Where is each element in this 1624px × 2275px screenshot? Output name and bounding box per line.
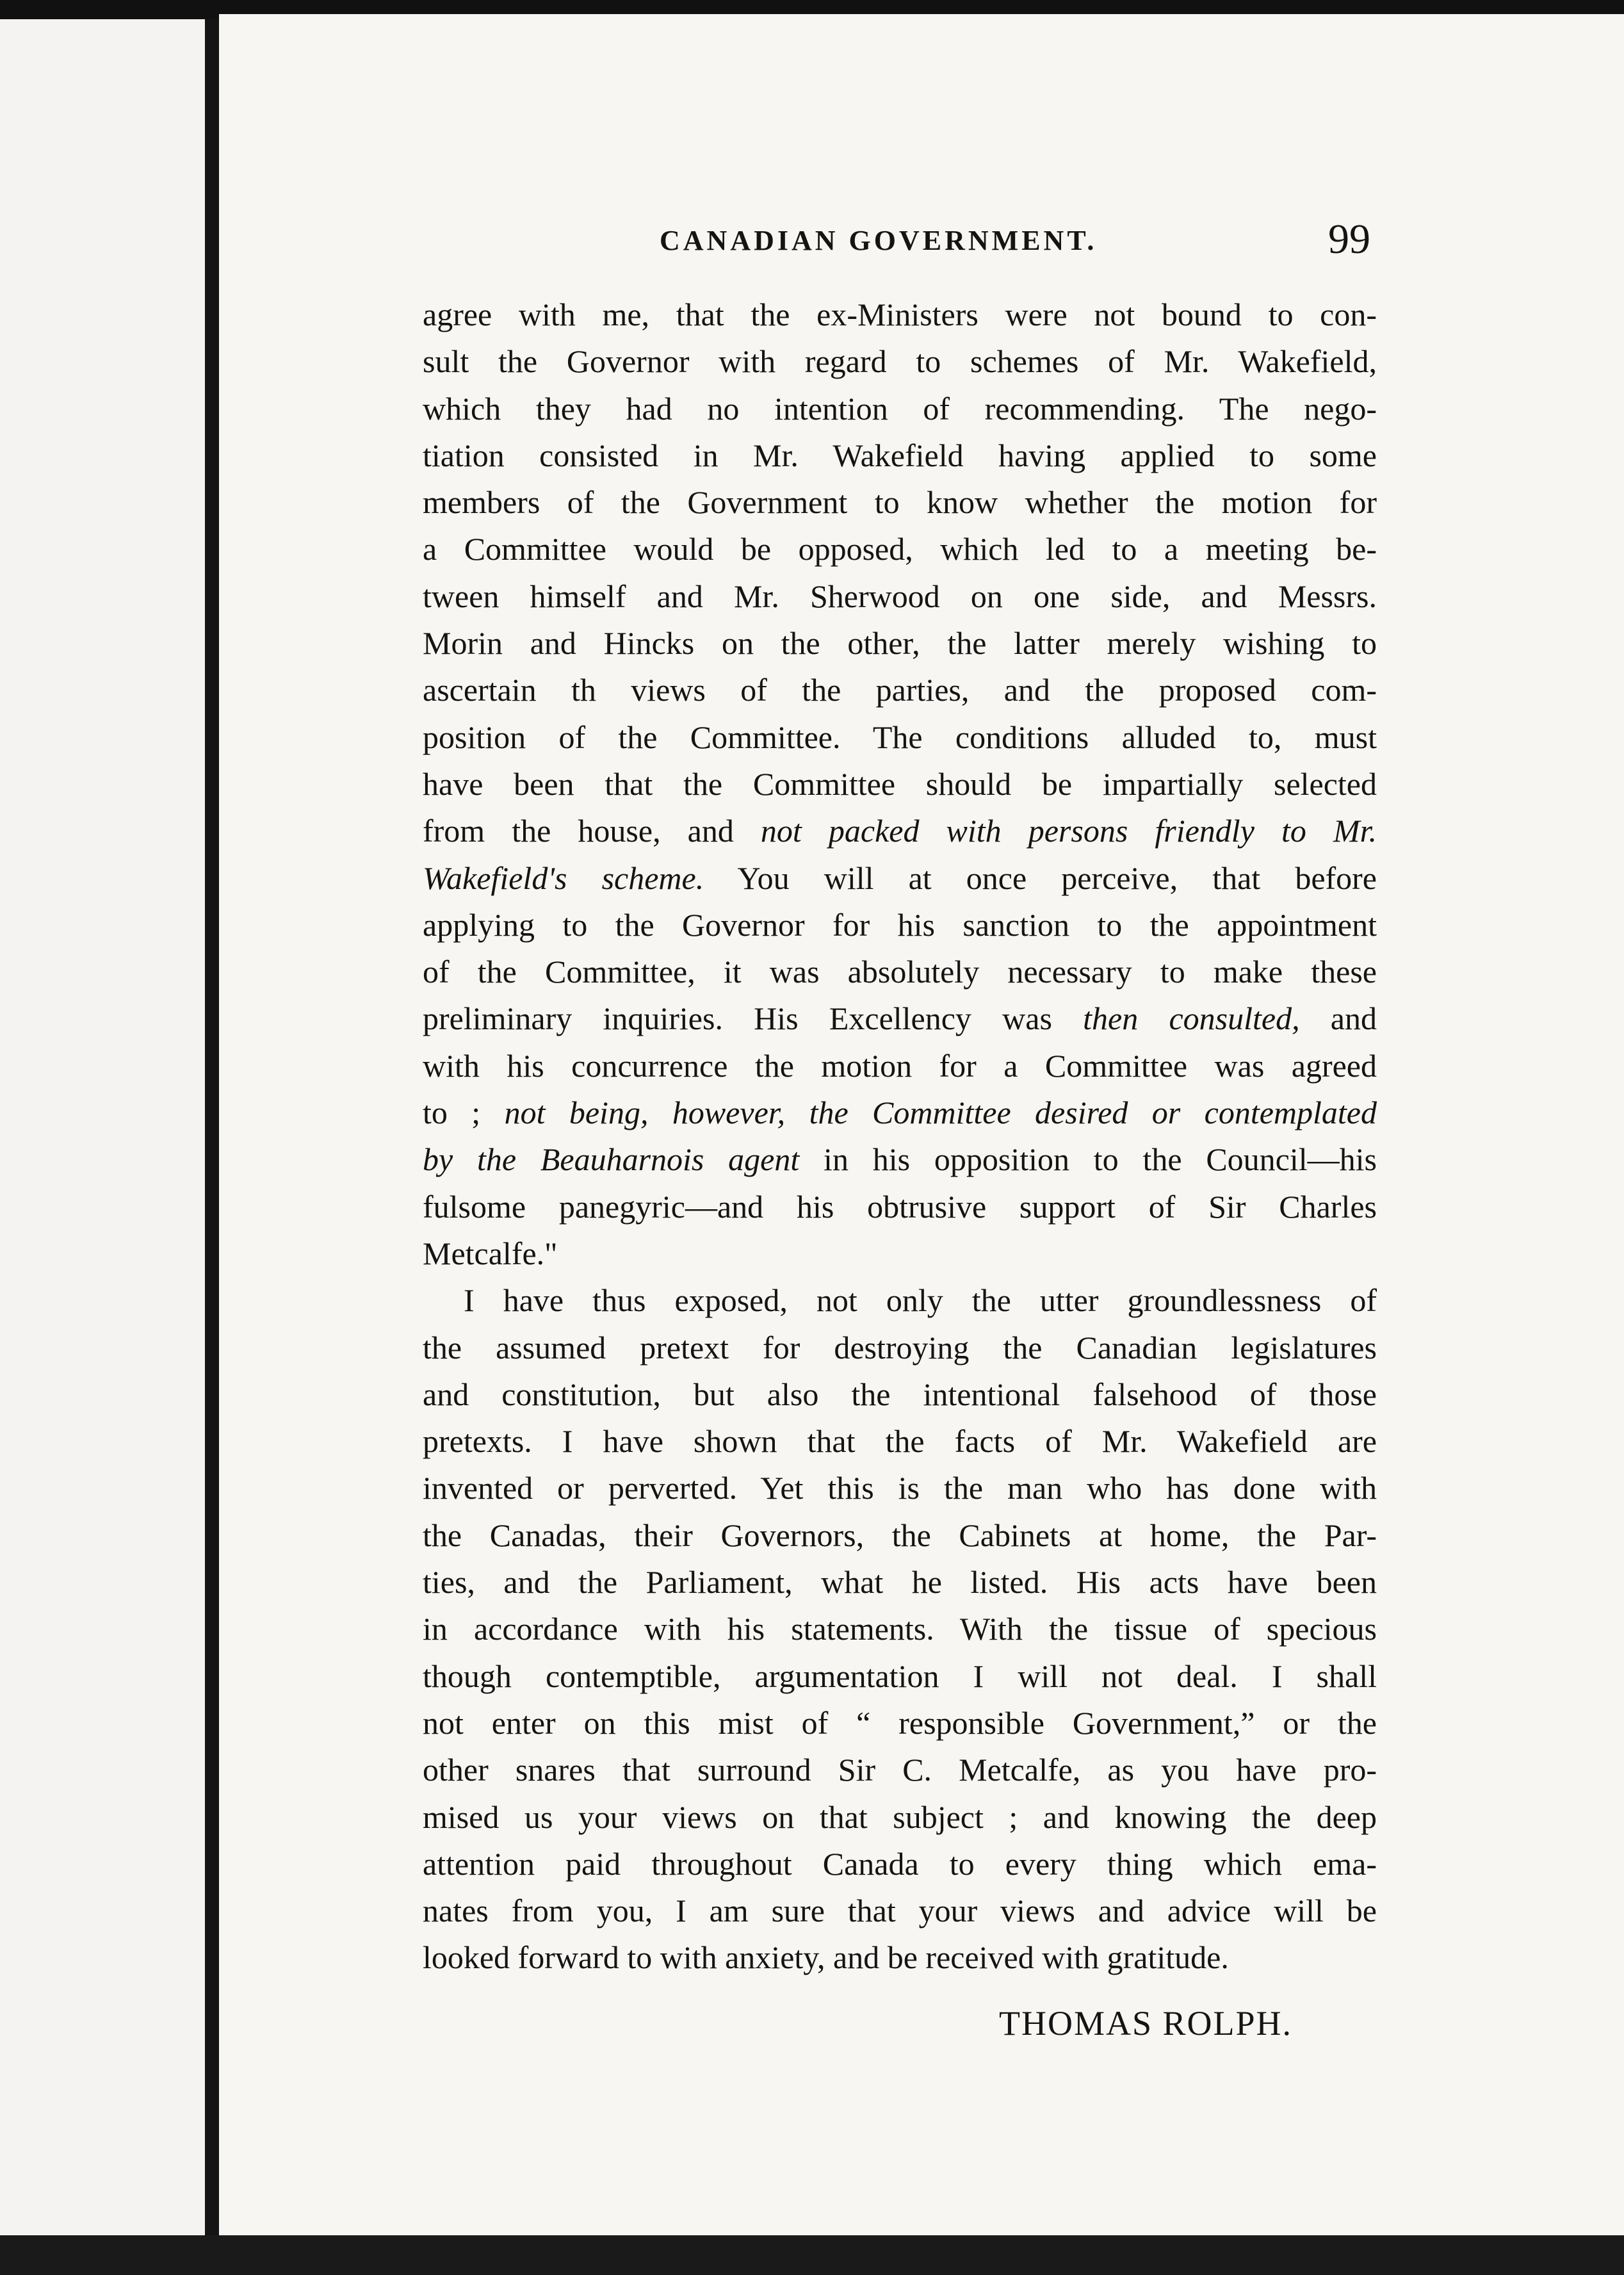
page-number: 99 [1328, 216, 1370, 263]
text-line: in accordance with his statements. With the tissue of specious [423, 1611, 1377, 1647]
text-line: which they had no intention of recommending. The nego- [423, 390, 1377, 427]
text-run: in his opposition to the Council—his [799, 1141, 1377, 1178]
text-line: mised us your views on that subject ; and knowing the deep [423, 1798, 1377, 1835]
text-line: position of the Committee. The conditions alluded to, must [423, 719, 1377, 755]
text-line: with his concurrence the motion for a Committee was agreed [423, 1047, 1377, 1084]
signature: THOMAS ROLPH. [999, 2004, 1293, 2043]
text-line [423, 855, 1377, 902]
text-line: looked forward to with anxiety, and be received with gratitude. [423, 1939, 1229, 1976]
running-title: CANADIAN GOVERNMENT. [660, 225, 1098, 256]
text-line: fulsome panegyric—and his obtrusive support of Sir Charles [423, 1188, 1377, 1225]
text-line: ascertain th views of the parties, and the proposed com- [423, 672, 1377, 708]
text-line: nates from you, I am sure that your views and advice will be [423, 1893, 1377, 1929]
text-line [423, 808, 1377, 854]
text-run: to ; [423, 1095, 505, 1131]
text-line: attention paid throughout Canada to every thing which ema- [423, 1845, 1377, 1882]
text-line: tiation consisted in Mr. Wakefield having applied to some [423, 437, 1377, 473]
text-line: the Canadas, their Governors, the Cabinets at home, the Par- [423, 1517, 1377, 1553]
text-line: sult the Governor with regard to schemes of Mr. Wakefield, [423, 343, 1377, 380]
italic-run: Wakefield's scheme. [423, 860, 704, 896]
text-line: of the Committee, it was absolutely necessary to make these [423, 954, 1377, 990]
text-line: Metcalfe." [423, 1235, 558, 1271]
text-line: applying to the Governor for his sanction to the appointment [423, 906, 1377, 943]
text-run: and [1299, 1000, 1377, 1037]
text-line [423, 995, 1377, 1042]
text-line: not enter on this mist of “ responsible Government,” or the [423, 1704, 1377, 1741]
text-line: tween himself and Mr. Sherwood on one side, and Messrs. [423, 578, 1377, 614]
text-line: a Committee would be opposed, which led to a meeting be- [423, 531, 1377, 567]
text-run: preliminary inquiries. His Excellency was [423, 1000, 1084, 1037]
text-line: and constitution, but also the intentional falsehood of those [423, 1376, 1377, 1412]
text-line: though contemptible, argumentation I will not deal. I shall [423, 1658, 1377, 1694]
text-line: agree with me, that the ex-Ministers were not bound to con- [423, 297, 1377, 332]
italic-run: by the Beauharnois agent [423, 1141, 800, 1178]
italic-run: not packed with persons friendly to Mr. [760, 813, 1377, 849]
body-text [423, 291, 1377, 1982]
text-line: ties, and the Parliament, what he listed. His acts have been [423, 1564, 1377, 1601]
italic-run: then consulted, [1083, 1000, 1300, 1037]
text-run: from the house, and [423, 813, 761, 849]
text-line: members of the Government to know whether the motion for [423, 484, 1377, 521]
running-head [653, 215, 1377, 266]
facing-page-edge [0, 19, 205, 2235]
text-line: Morin and Hincks on the other, the latter merely wishing to [423, 625, 1377, 662]
text-line [423, 1089, 1377, 1136]
text-line [423, 1136, 1377, 1183]
text-line: other snares that surround Sir C. Metcalfe, as you have pro- [423, 1752, 1377, 1788]
text-line: have been that the Committee should be impartially selected [423, 765, 1377, 802]
text-line: invented or perverted. Yet this is the man who has done with [423, 1470, 1377, 1506]
italic-run: not being, however, the Committee desired or contemplated [504, 1095, 1377, 1131]
text-line: the assumed pretext for destroying the Canadian legislatures [423, 1329, 1377, 1366]
text-line: I have thus exposed, not only the utter groundlessness of [464, 1282, 1377, 1319]
book-gutter [205, 19, 219, 2235]
scan-bottom-edge [0, 2235, 1624, 2275]
text-run: You will at once perceive, that before [704, 860, 1377, 896]
text-line: pretexts. I have shown that the facts of Mr. Wakefield are [423, 1423, 1377, 1460]
